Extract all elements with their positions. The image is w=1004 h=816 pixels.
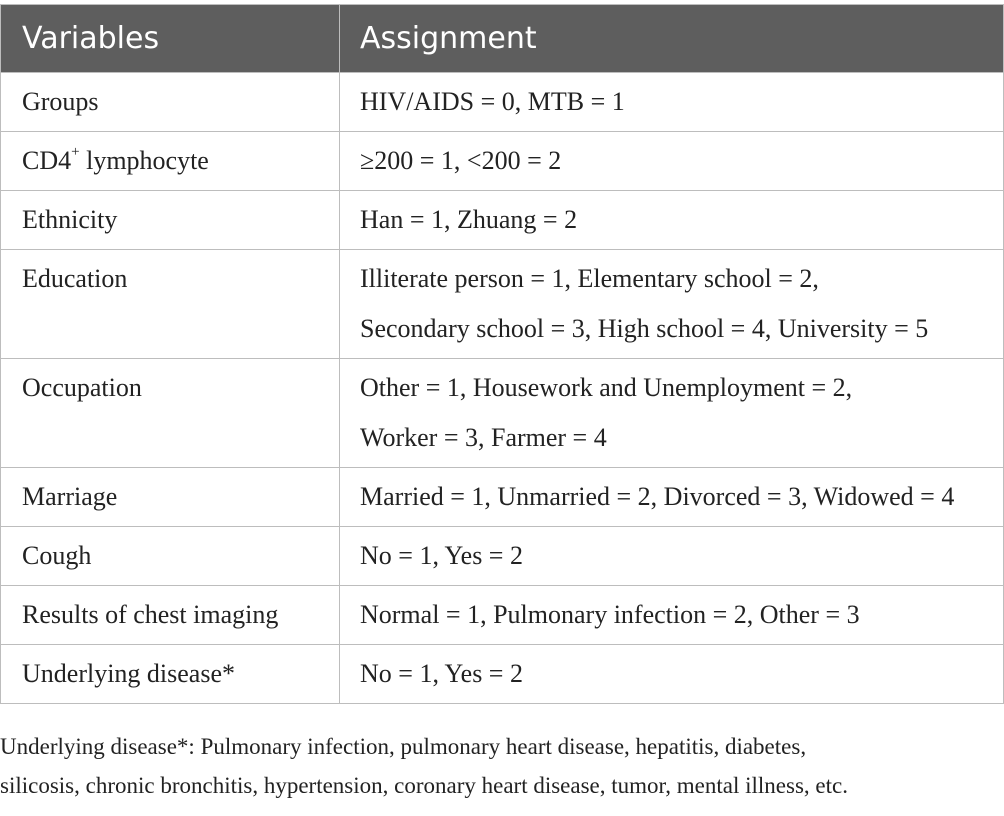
table-row [1,586,1004,645]
assignment-line: Worker = 3, Farmer = 4 [360,423,607,452]
assignment-cell: Han = 1, Zhuang = 2 [340,191,1004,250]
superscript-plus: + [71,144,80,160]
table-footnote [0,727,1004,805]
table-row [1,527,1004,586]
header-assignment: Assignment [340,5,1004,73]
footnote-line: silicosis, chronic bronchitis, hypertension, coronary heart disease, tumor, mental illness, etc. [0,773,848,798]
variable-cell: Ethnicity [1,191,340,250]
variable-cell: Occupation [1,359,340,468]
table-row [1,73,1004,132]
header-row [1,5,1004,73]
table-body [1,73,1004,704]
assignment-cell: HIV/AIDS = 0, MTB = 1 [340,73,1004,132]
variable-cell: Cough [1,527,340,586]
assignment-cell: No = 1, Yes = 2 [340,527,1004,586]
assignment-cell: Married = 1, Unmarried = 2, Divorced = 3, Widowed = 4 [340,468,1004,527]
footnote-line: Underlying disease*: Pulmonary infection, pulmonary heart disease, hepatitis, diabetes, [0,734,807,759]
assignment-line: Illiterate person = 1, Elementary school = 2, [360,264,819,293]
table-row [1,250,1004,359]
table-header [1,5,1004,73]
header-variables: Variables [1,5,340,73]
variable-cell: Education [1,250,340,359]
assignment-cell [340,250,1004,359]
variable-cell: Underlying disease* [1,645,340,704]
assignment-cell: No = 1, Yes = 2 [340,645,1004,704]
variable-cell: Groups [1,73,340,132]
assignment-line: Other = 1, Housework and Unemployment = 2, [360,373,853,402]
variable-cell: Results of chest imaging [1,586,340,645]
table-row [1,359,1004,468]
table-row [1,468,1004,527]
table-row [1,132,1004,191]
assignment-cell [340,359,1004,468]
table-row [1,645,1004,704]
variable-suffix: lymphocyte [79,146,209,175]
assignment-line: Secondary school = 3, High school = 4, University = 5 [360,314,929,343]
variable-cell: Marriage [1,468,340,527]
table-row [1,191,1004,250]
assignment-cell: Normal = 1, Pulmonary infection = 2, Other = 3 [340,586,1004,645]
variable-cell [1,132,340,191]
assignment-cell: ≥200 = 1, <200 = 2 [340,132,1004,191]
variable-assignment-table [0,4,1004,704]
variable-text: CD4 [22,146,72,175]
